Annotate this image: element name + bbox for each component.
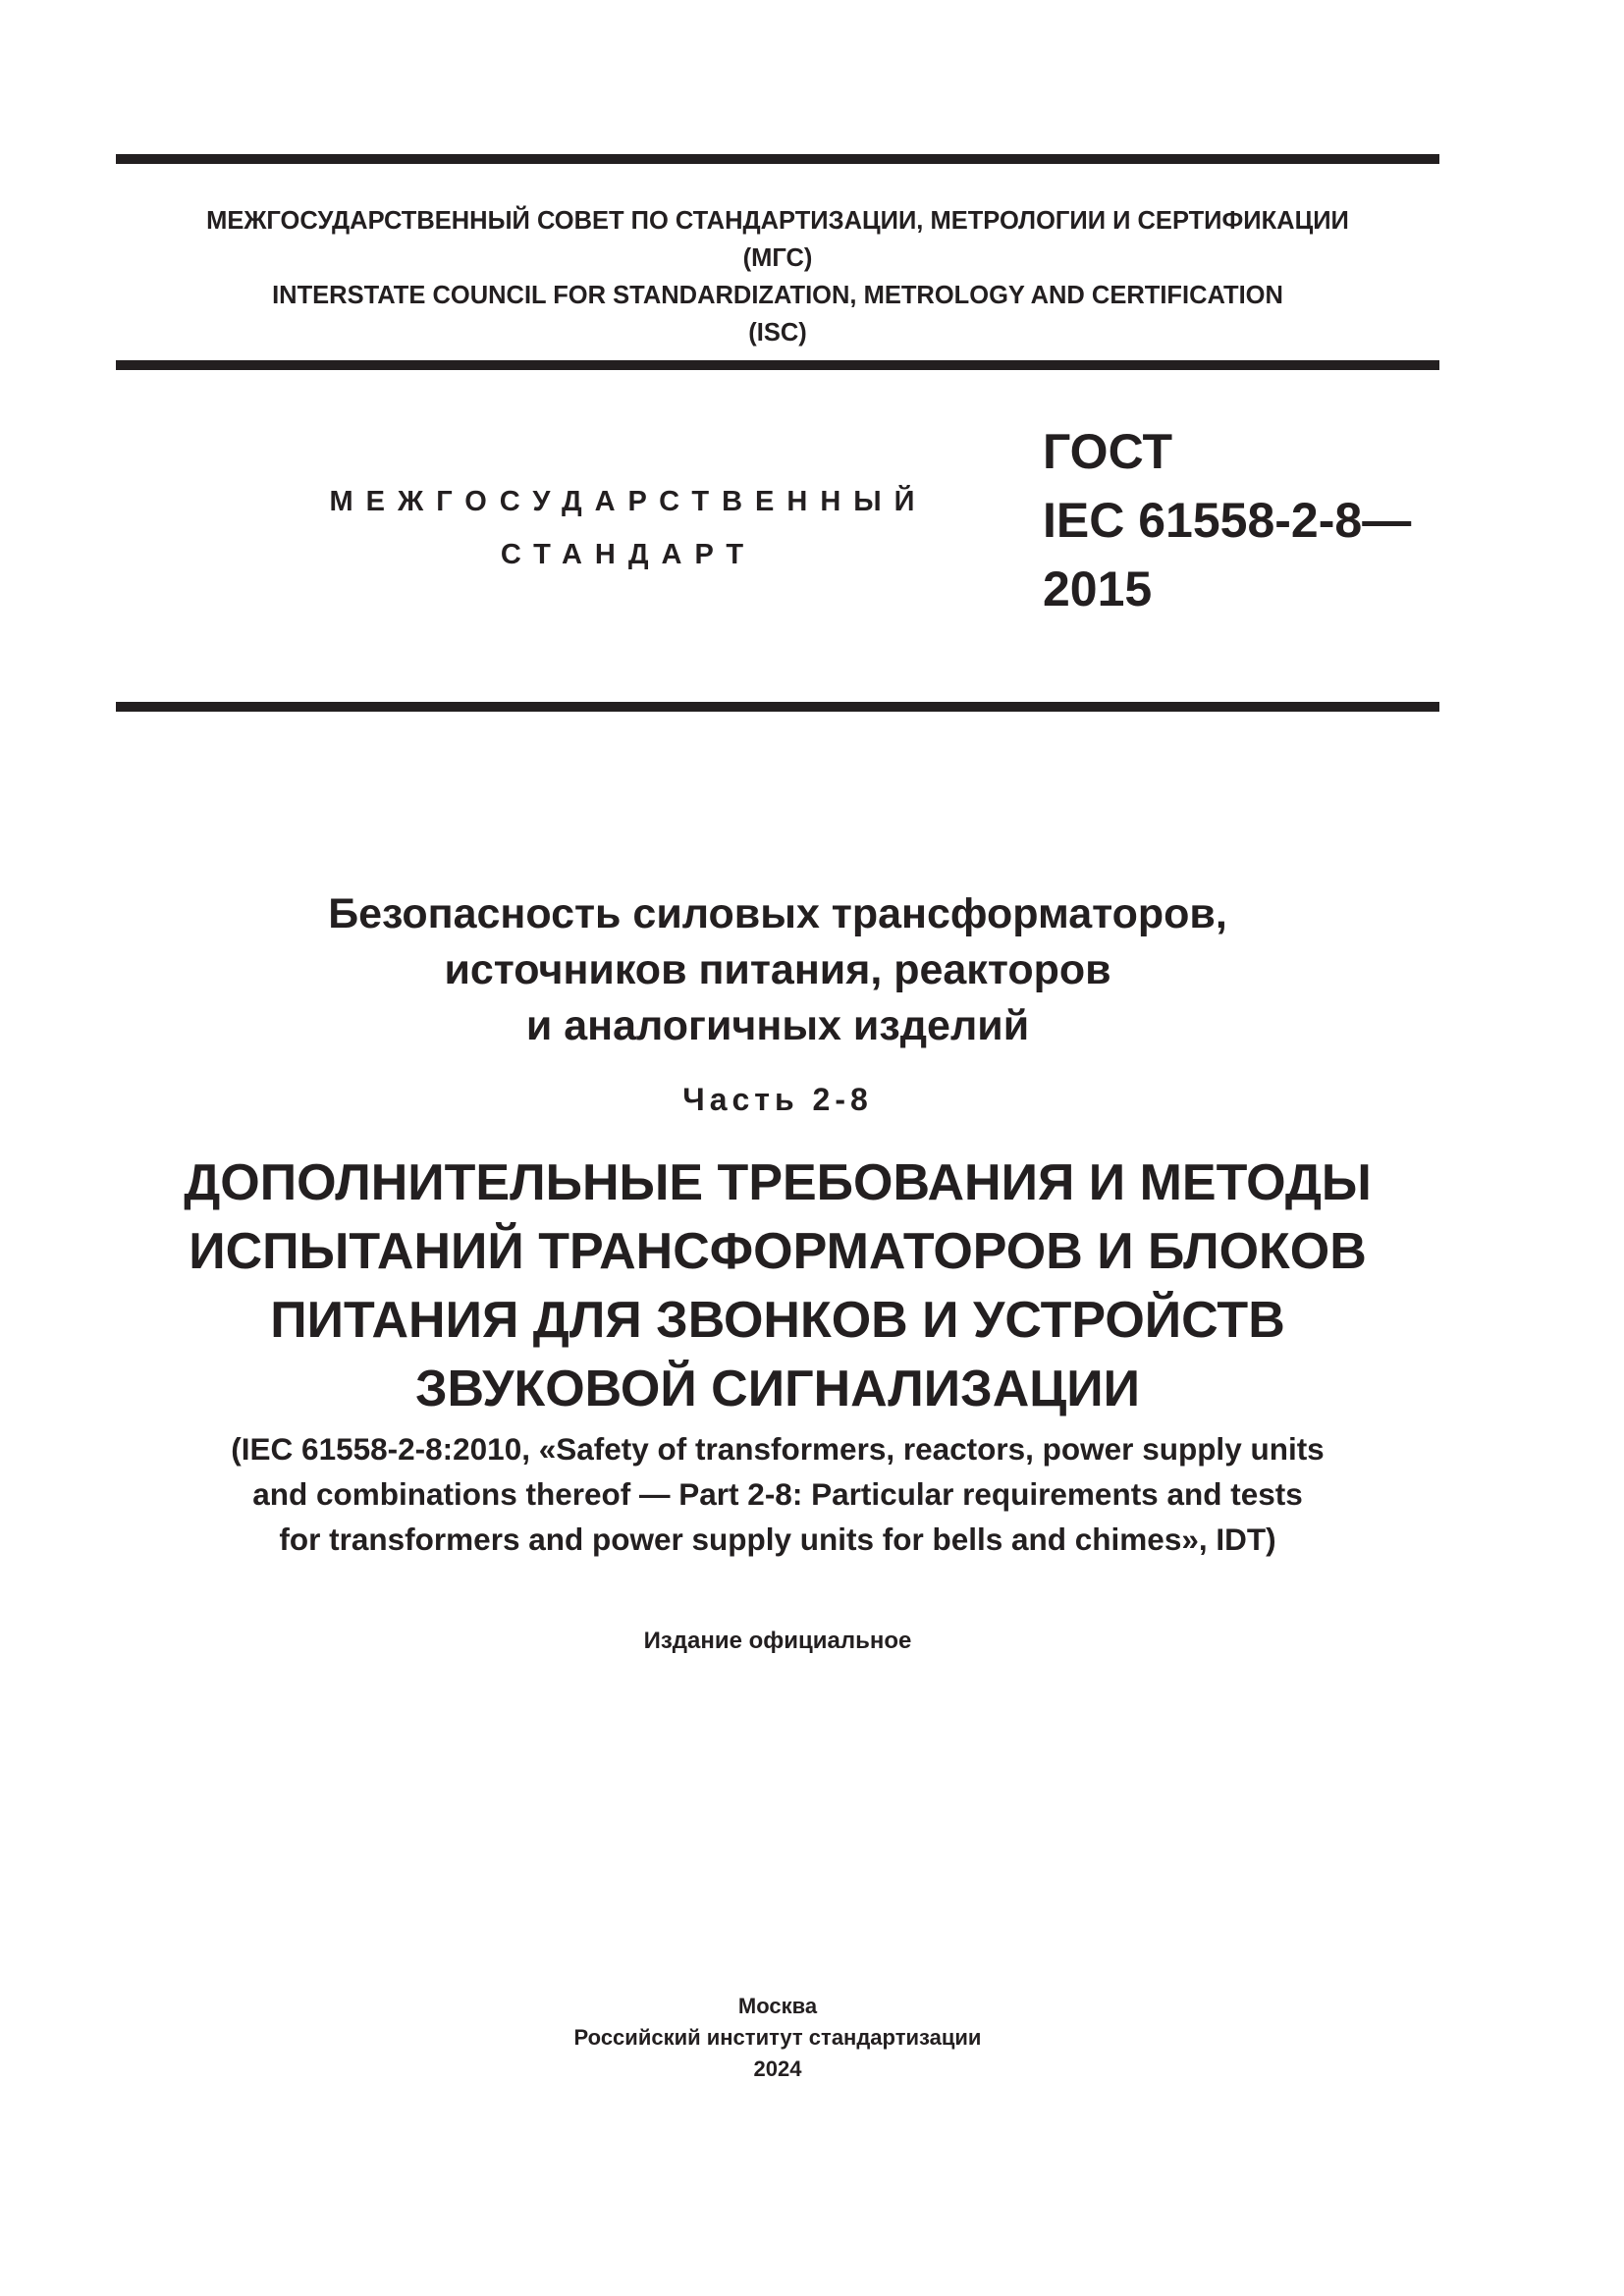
designation-rule <box>116 702 1439 712</box>
imprint-city: Москва <box>737 1994 818 2018</box>
edition-note: Издание официальное <box>643 1628 912 1654</box>
subtitle-line1: ДОПОЛНИТЕЛЬНЫЕ ТРЕБОВАНИЯ И МЕТОДЫ <box>184 1154 1372 1211</box>
title-line1: Безопасность силовых трансформаторов, <box>328 890 1227 937</box>
standard-type-line2: СТАНДАРТ <box>500 539 757 570</box>
document-title <box>116 886 1439 1054</box>
subtitle-line3: ПИТАНИЯ ДЛЯ ЗВОНКОВ И УСТРОЙСТВ <box>270 1292 1285 1349</box>
iec-reference-line1: (IEC 61558-2-8:2010, «Safety of transformers, reactors, power supply units <box>231 1431 1325 1467</box>
subtitle-line4: ЗВУКОВОЙ СИГНАЛИЗАЦИИ <box>414 1361 1141 1417</box>
imprint-publisher: Российский институт стандартизации <box>573 2025 982 2050</box>
header-rule <box>116 360 1439 370</box>
title-line2: источников питания, реакторов <box>444 946 1111 993</box>
part-label: Часть 2-8 <box>682 1082 873 1117</box>
standard-type <box>295 475 962 581</box>
standard-designation <box>1043 417 1411 623</box>
imprint <box>116 1991 1439 2085</box>
designation-line3: 2015 <box>1043 561 1153 616</box>
designation-line2: IEC 61558-2-8— <box>1043 493 1412 548</box>
subtitle-line2: ИСПЫТАНИЙ ТРАНСФОРМАТОРОВ И БЛОКОВ <box>189 1223 1367 1280</box>
designation-line1: ГОСТ <box>1043 424 1172 479</box>
standard-type-line1: МЕЖГОСУДАРСТВЕННЫЙ <box>329 486 928 517</box>
council-header <box>116 202 1439 351</box>
iec-reference-line2: and combinations thereof — Part 2-8: Particular requirements and tests <box>252 1476 1303 1512</box>
document-subtitle <box>116 1148 1439 1423</box>
council-abbr-en: (ISC) <box>748 319 807 347</box>
imprint-year: 2024 <box>753 2056 802 2081</box>
council-name-en: INTERSTATE COUNCIL FOR STANDARDIZATION, METROLOGY AND CERTIFICATION <box>272 282 1283 309</box>
iec-reference-line3: for transformers and power supply units for bells and chimes», IDT) <box>279 1522 1276 1557</box>
top-rule <box>116 154 1439 164</box>
title-line3: и аналогичных изделий <box>525 1002 1030 1049</box>
iec-reference <box>116 1426 1439 1562</box>
council-name-ru: МЕЖГОСУДАРСТВЕННЫЙ СОВЕТ ПО СТАНДАРТИЗАЦИИ, МЕТРОЛОГИИ И СЕРТИФИКАЦИИ <box>206 207 1349 235</box>
council-abbr-ru: (МГС) <box>742 244 813 272</box>
